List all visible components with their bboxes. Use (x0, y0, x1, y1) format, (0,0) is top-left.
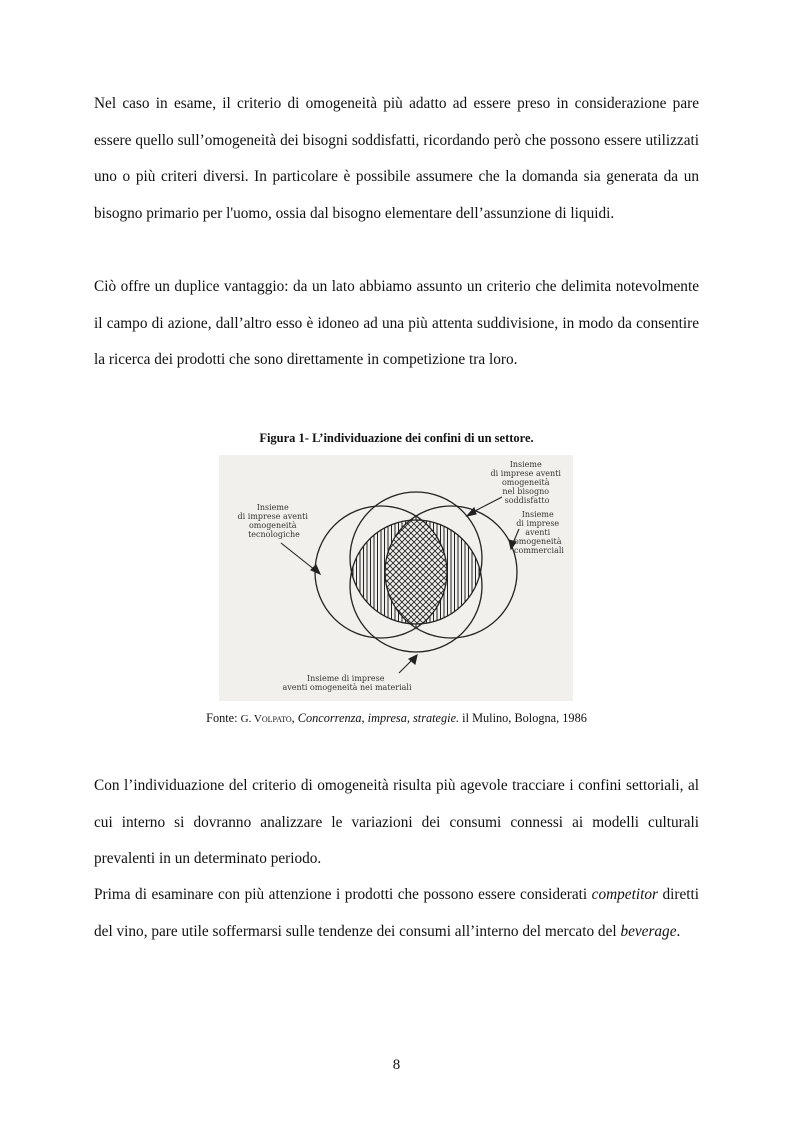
paragraph-2: Ciò offre un duplice vantaggio: da un lato abbiamo assunto un criterio che delimita notevolmente il campo di azione, dall’altro esso è idoneo ad una più attenta suddivisione, in modo da consentire la ricerca dei prodotti che sono direttamente in competizione tra loro. (94, 278, 699, 368)
label-left: Insieme di imprese aventi omogeneità tecnologiche (237, 503, 308, 539)
p4-italic-competitor: competitor (591, 886, 658, 903)
arrow-top-right (471, 497, 502, 513)
caption-publisher: il Mulino, Bologna, 1986 (459, 711, 587, 725)
caption-prefix: Fonte: (206, 711, 241, 725)
paragraph-4 (94, 877, 699, 950)
caption-sep: , (291, 711, 298, 725)
paragraph-1: Nel caso in esame, il criterio di omogeneità più adatto ad essere preso in considerazione pare essere quello sull’omogeneità dei bisogni soddisfatti, ricordando però che possono essere utilizzati uno o più criteri diversi. In particolare è possibile assumere che la domanda sia generata da un bisogno primario per l'uomo, ossia dal bisogno elementare dell’assunzione di liquidi. (94, 95, 699, 222)
p4-text-a: Prima di esaminare con più attenzione i prodotti che possono essere considerati (94, 886, 592, 903)
caption-author: G. Volpato (240, 713, 292, 725)
p4-italic-beverage: beverage (620, 922, 677, 940)
arrowhead-bottom (409, 655, 417, 664)
label-right: Insieme di imprese aventi omogeneità commerciali (513, 510, 564, 555)
venn-figure (219, 455, 573, 701)
label-bottom: Insieme di imprese aventi omogeneità nei materiali (282, 674, 412, 692)
paragraph-3: Con l’individuazione del criterio di omogeneità risulta più agevole tracciare i confini settoriali, al cui interno si dovranno analizzare le variazioni dei consumi connessi ai modelli culturali prevalenti in un determinato periodo. (94, 777, 699, 867)
p4-text-end: . (676, 922, 681, 940)
page-number: 8 (392, 1057, 401, 1073)
caption-book-title: Concorrenza, impresa, strategie. (297, 711, 460, 725)
label-top-right: Insieme di imprese aventi omogeneità nel bisogno soddisfatto (490, 460, 561, 505)
p4-text-b: diretti del vino, pare utile soffermarsi sulle tendenze dei consumi all’interno del mercato del (94, 886, 700, 940)
arrow-bottom (399, 660, 412, 673)
venn-diagram (219, 455, 573, 701)
arrow-left (281, 543, 315, 570)
figure-title: Figura 1- L’individuazione dei confini di un settore. (259, 431, 534, 445)
figure-caption (0, 711, 793, 726)
